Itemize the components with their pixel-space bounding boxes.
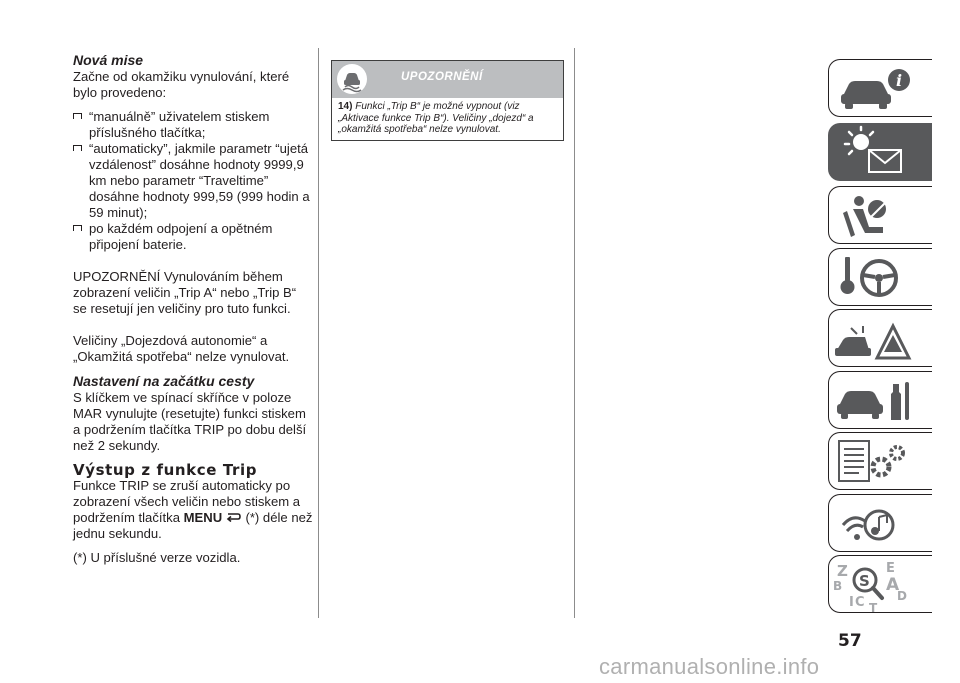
list-item: [73, 109, 313, 141]
column-divider: [318, 48, 319, 618]
footnote: (*) U příslušné verze vozidla.: [73, 550, 241, 565]
svg-text:B: B: [833, 579, 843, 593]
paragraph-veliciny: Veličiny „Dojezdová autonomie“ a „Okamžitá spotřeba“ nelze vynulovat.: [73, 333, 290, 364]
car-maintenance-icon: [829, 372, 933, 430]
tab-multimedia[interactable]: [828, 494, 932, 552]
list-item-text: “manuálně” uživatelem stiskem příslušného tlačítka;: [89, 109, 270, 140]
paragraph-nastaveni: S klíčkem ve spínací skříňce v poloze MAR vynulujte (resetujte) funkci stiskem a podržením tlačítka TRIP po dobu delší než 2 sekundy.: [73, 390, 307, 453]
warning-box: [331, 60, 564, 141]
heading-nastaveni: Nastavení na začátku cesty: [73, 373, 255, 389]
svg-text:A: A: [886, 575, 900, 595]
tab-maintenance[interactable]: [828, 371, 932, 429]
airbag-seat-icon: [829, 187, 933, 245]
bullet-icon: [73, 225, 82, 231]
list-item-text: “automaticky”, jakmile parametr “ujetá vzdálenost” dosáhne hodnoty 9999,9 km nebo parametr “Traveltime” dosáhne hodnoty 999,59 (999 hodin a 59 minut);: [89, 141, 310, 220]
tab-technical-data[interactable]: [828, 432, 932, 490]
menu-button-label: MENU: [183, 510, 223, 525]
paragraph-zacne: Začne od okamžiku vynulování, které bylo provedeno:: [73, 69, 290, 100]
tab-index[interactable]: [828, 555, 932, 613]
svg-text:E: E: [886, 561, 895, 576]
warning-light-message-icon: [829, 124, 933, 182]
tab-starting-driving[interactable]: [828, 248, 932, 306]
warning-title: UPOZORNĚNÍ: [401, 71, 483, 83]
tab-emergency[interactable]: [828, 309, 932, 367]
heading-vystup: Výstup z funkce Trip: [73, 461, 258, 479]
paragraph-upozorneni: UPOZORNĚNÍ Vynulováním během zobrazení veličin „Trip A“ nebo „Trip B“ se resetují jen veličiny pro tuto funkci.: [73, 269, 297, 316]
list-item-text: po každém odpojení a opětném připojení baterie.: [89, 221, 273, 252]
svg-text:I: I: [849, 595, 854, 610]
technical-data-icon: [829, 433, 933, 491]
index-search-icon: [829, 556, 933, 614]
multimedia-icon: [829, 495, 933, 553]
heading-nova-mise: Nová mise: [73, 52, 144, 68]
watermark: carmanualsonline.info: [599, 654, 820, 679]
svg-text:Z: Z: [837, 562, 848, 580]
svg-text:S: S: [859, 572, 870, 590]
svg-text:D: D: [897, 589, 907, 603]
page-number: 57: [838, 631, 862, 651]
svg-text:T: T: [869, 601, 878, 614]
warning-number: 14): [338, 101, 353, 112]
car-skid-warning-icon: [336, 63, 368, 95]
tab-safety[interactable]: [828, 186, 932, 244]
paragraph-vystup: [73, 478, 313, 542]
car-info-icon: [829, 60, 933, 118]
svg-text:C: C: [855, 595, 865, 610]
bullet-icon: [73, 113, 82, 119]
warning-header: [332, 61, 563, 98]
bullet-list: [73, 109, 313, 253]
column-divider: [574, 48, 575, 618]
car-accident-warning-icon: [829, 310, 933, 368]
key-steering-wheel-icon: [829, 249, 933, 307]
return-arrow-icon: [226, 512, 242, 522]
warning-text: [332, 98, 563, 140]
warning-body-text: Funkci „Trip B“ je možné vypnout (viz „Aktivace funkce Trip B“). Veličiny „dojezd“ a „okamžitá spotřeba“ nelze vynulovat.: [338, 101, 534, 135]
bullet-icon: [73, 145, 82, 151]
svg-text:i: i: [896, 71, 903, 90]
main-text-column: [73, 52, 313, 566]
list-item: [73, 221, 313, 253]
vystup-text-b: (*) déle než jednu sekundu.: [73, 510, 313, 541]
list-item: [73, 141, 313, 221]
tab-warning-lights[interactable]: [828, 123, 932, 181]
vystup-text-a: Funkce TRIP se zruší automaticky po zobrazení všech veličin nebo stiskem a podržením tlačítka: [73, 478, 301, 525]
tab-car-info[interactable]: [828, 59, 932, 117]
